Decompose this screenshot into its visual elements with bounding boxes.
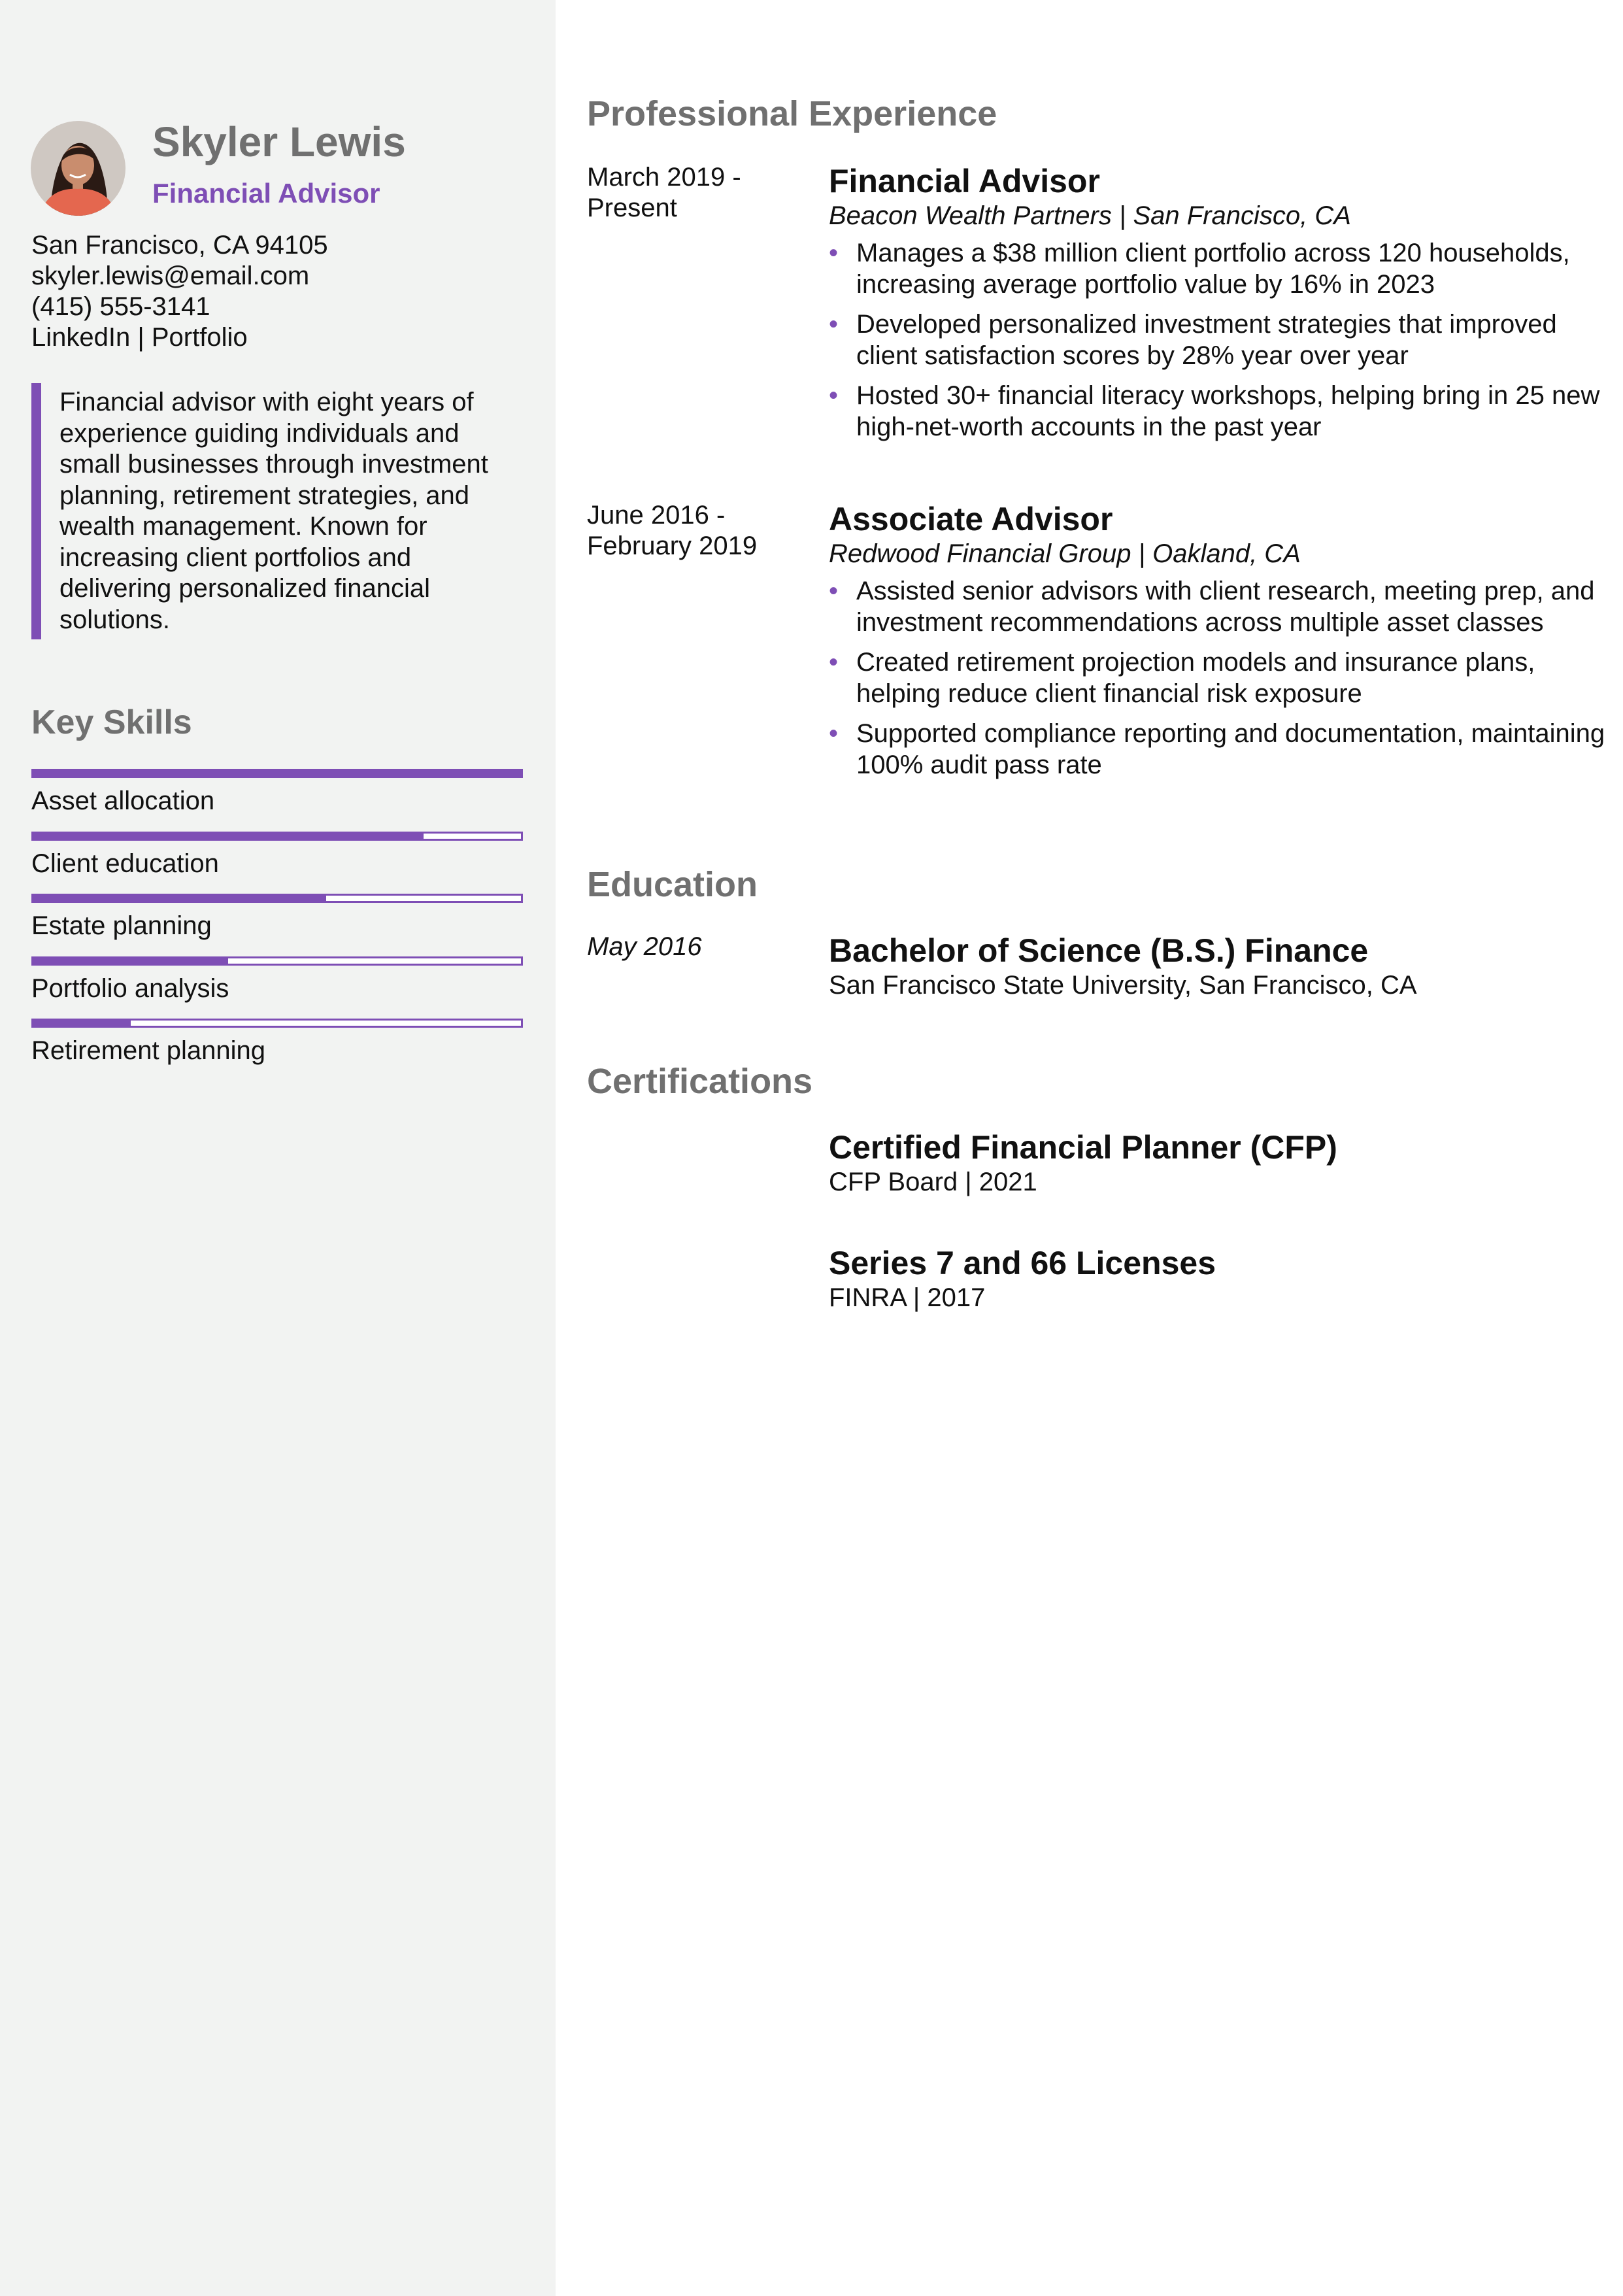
skill-level-fill (33, 771, 521, 776)
skill-item (31, 956, 523, 1019)
contact-email[interactable]: skyler.lewis@email.com (31, 262, 310, 290)
job-title: Associate Advisor (829, 501, 1113, 537)
skill-level-fill (33, 1021, 131, 1026)
skill-level-fill (33, 834, 424, 839)
education-entry (587, 932, 1607, 1010)
candidate-role: Financial Advisor (152, 178, 380, 209)
skill-level-bar (31, 832, 523, 841)
school-name: San Francisco State University, San Francisco, CA (829, 971, 1417, 1000)
main-column (556, 0, 1623, 2296)
skill-item (31, 832, 523, 894)
skill-level-fill (33, 958, 228, 964)
job-entry (587, 162, 1607, 476)
certification-entry (587, 1128, 1607, 1207)
degree-title: Bachelor of Science (B.S.) Finance (829, 932, 1369, 969)
skill-label: Portfolio analysis (31, 973, 229, 1003)
job-title: Financial Advisor (829, 163, 1100, 199)
education-heading: Education (587, 865, 758, 904)
candidate-name: Skyler Lewis (152, 118, 406, 165)
contact-address: San Francisco, CA 94105 (31, 231, 328, 260)
skill-label: Estate planning (31, 911, 212, 940)
list-item: • Supported compliance reporting and documentation, maintaining 100% audit pass rate (829, 718, 1607, 781)
skill-label: Retirement planning (31, 1036, 265, 1065)
job-company: Redwood Financial Group | Oakland, CA (829, 539, 1301, 568)
education-date: May 2016 (587, 932, 702, 961)
contact-phone: (415) 555-3141 (31, 292, 210, 321)
list-item: • Assisted senior advisors with client research, meeting prep, and investment recommendations across multiple asset classes (829, 576, 1607, 638)
skill-level-bar (31, 894, 523, 903)
certification-entry (587, 1244, 1607, 1323)
contact-info (31, 230, 328, 353)
certifications-heading: Certifications (587, 1062, 813, 1101)
education-content (829, 932, 1607, 1001)
job-date: June 2016 - February 2019 (587, 501, 758, 560)
job-company: Beacon Wealth Partners | San Francisco, CA (829, 201, 1351, 230)
skill-level-bar (31, 769, 523, 778)
certification-content (829, 1244, 1607, 1313)
skill-label: Asset allocation (31, 786, 215, 815)
list-item: • Developed personalized investment strategies that improved client satisfaction scores by 28% year over year (829, 309, 1607, 371)
certification-name: Certified Financial Planner (CFP) (829, 1129, 1337, 1166)
job-entry (587, 500, 1607, 827)
certification-detail: FINRA | 2017 (829, 1283, 986, 1312)
job-content (829, 162, 1607, 452)
skills-list (31, 769, 523, 1081)
skill-label: Client education (31, 849, 219, 878)
skill-item (31, 894, 523, 956)
skill-item (31, 769, 523, 832)
certification-name: Series 7 and 66 Licenses (829, 1245, 1216, 1281)
skill-level-bar (31, 1019, 523, 1028)
job-date: March 2019 - Present (587, 163, 741, 222)
professional-summary: Financial advisor with eight years of experience guiding individuals and small businesses through investment planning, retirement strategies, and wealth management. Known for increasing client portfolios and delivering personalized financial solutions. (31, 383, 523, 639)
certification-detail: CFP Board | 2021 (829, 1168, 1037, 1196)
job-bullets (829, 238, 1607, 443)
list-item: • Hosted 30+ financial literacy workshops, helping bring in 25 new high-net-worth accounts in the past year (829, 380, 1607, 443)
skill-level-bar (31, 956, 523, 966)
skill-item (31, 1019, 523, 1081)
sidebar (0, 0, 556, 2296)
job-content (829, 500, 1607, 790)
contact-links[interactable]: LinkedIn | Portfolio (31, 323, 248, 352)
experience-heading: Professional Experience (587, 94, 997, 133)
certification-content (829, 1128, 1607, 1198)
profile-photo (31, 121, 125, 216)
job-bullets (829, 576, 1607, 781)
skills-heading: Key Skills (31, 703, 192, 741)
skill-level-fill (33, 896, 326, 901)
list-item: • Created retirement projection models and insurance plans, helping reduce client financial risk exposure (829, 647, 1607, 709)
list-item: • Manages a $38 million client portfolio across 120 households, increasing average portfolio value by 16% in 2023 (829, 238, 1607, 300)
